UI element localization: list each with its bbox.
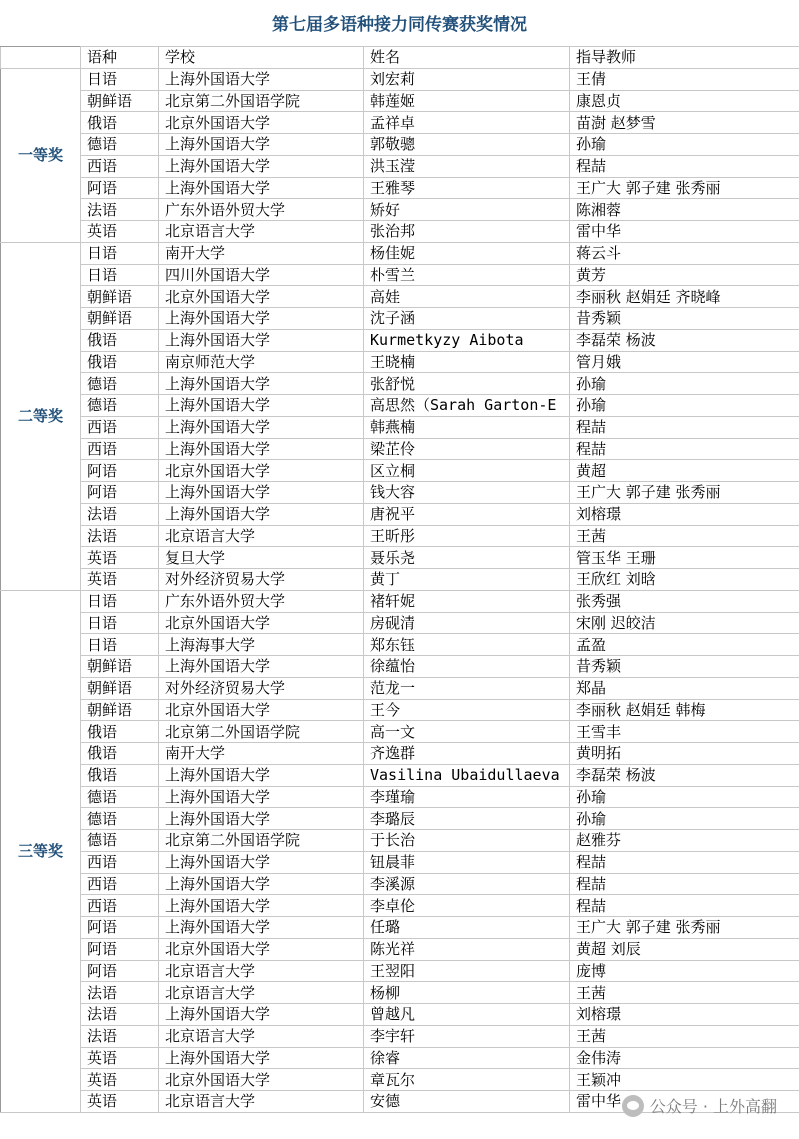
school-cell: 上海外国语大学 <box>159 134 364 156</box>
table-row <box>1 112 799 134</box>
name-cell: 徐睿 <box>364 1047 570 1069</box>
teacher-cell: 郑晶 <box>570 677 799 699</box>
language-cell: 德语 <box>81 830 159 852</box>
table-row <box>1 503 799 525</box>
school-cell: 北京语言大学 <box>159 221 364 243</box>
school-cell: 上海外国语大学 <box>159 895 364 917</box>
award-level-cell: 二等奖 <box>1 242 81 590</box>
name-cell: 王今 <box>364 699 570 721</box>
name-cell: 王雅琴 <box>364 177 570 199</box>
language-cell: 西语 <box>81 416 159 438</box>
name-cell: 李璐辰 <box>364 808 570 830</box>
table-row <box>1 482 799 504</box>
table-row <box>1 242 799 264</box>
watermark <box>622 1094 777 1117</box>
table-row <box>1 851 799 873</box>
school-cell: 北京语言大学 <box>159 1091 364 1113</box>
language-cell: 阿语 <box>81 460 159 482</box>
table-row <box>1 960 799 982</box>
name-cell: 唐祝平 <box>364 503 570 525</box>
school-cell: 上海外国语大学 <box>159 373 364 395</box>
language-cell: 西语 <box>81 895 159 917</box>
name-cell: 李瑾瑜 <box>364 786 570 808</box>
school-cell: 复旦大学 <box>159 547 364 569</box>
name-cell: 刘宏莉 <box>364 68 570 90</box>
language-cell: 俄语 <box>81 764 159 786</box>
language-cell: 法语 <box>81 982 159 1004</box>
school-cell: 南京师范大学 <box>159 351 364 373</box>
school-cell: 上海外国语大学 <box>159 482 364 504</box>
language-cell: 俄语 <box>81 112 159 134</box>
award-level-cell: 一等奖 <box>1 68 81 242</box>
teacher-cell: 庞博 <box>570 960 799 982</box>
language-cell: 日语 <box>81 590 159 612</box>
teacher-cell: 张秀强 <box>570 590 799 612</box>
language-cell: 朝鲜语 <box>81 699 159 721</box>
school-cell: 上海外国语大学 <box>159 917 364 939</box>
school-cell: 北京外国语大学 <box>159 938 364 960</box>
teacher-cell: 孟盈 <box>570 634 799 656</box>
teacher-cell: 程喆 <box>570 416 799 438</box>
teacher-cell: 李磊荣 杨波 <box>570 329 799 351</box>
language-cell: 阿语 <box>81 960 159 982</box>
language-cell: 日语 <box>81 242 159 264</box>
language-cell: 朝鲜语 <box>81 656 159 678</box>
language-cell: 日语 <box>81 634 159 656</box>
language-cell: 日语 <box>81 612 159 634</box>
school-cell: 上海外国语大学 <box>159 177 364 199</box>
school-cell: 北京外国语大学 <box>159 699 364 721</box>
language-cell: 德语 <box>81 808 159 830</box>
teacher-cell: 王广大 郭子建 张秀丽 <box>570 917 799 939</box>
language-cell: 朝鲜语 <box>81 308 159 330</box>
table-row <box>1 373 799 395</box>
table-row <box>1 1025 799 1047</box>
language-cell: 英语 <box>81 569 159 591</box>
name-cell: Vasilina Ubaidullaeva <box>364 764 570 786</box>
table-row <box>1 351 799 373</box>
language-cell: 西语 <box>81 155 159 177</box>
language-cell: 俄语 <box>81 329 159 351</box>
teacher-cell: 王颖冲 <box>570 1069 799 1091</box>
language-cell: 法语 <box>81 1025 159 1047</box>
table-row <box>1 677 799 699</box>
name-cell: 李宇轩 <box>364 1025 570 1047</box>
language-cell: 朝鲜语 <box>81 286 159 308</box>
language-cell: 法语 <box>81 199 159 221</box>
table-row <box>1 634 799 656</box>
watermark-text: 公众号 · 上外高翻 <box>649 1097 777 1116</box>
table-row <box>1 221 799 243</box>
language-cell: 阿语 <box>81 482 159 504</box>
language-cell: 德语 <box>81 395 159 417</box>
name-cell: 李卓伦 <box>364 895 570 917</box>
name-cell: 郑东钰 <box>364 634 570 656</box>
header-name: 姓名 <box>364 47 570 69</box>
table-row <box>1 1004 799 1026</box>
table-row <box>1 134 799 156</box>
language-cell: 西语 <box>81 438 159 460</box>
name-cell: 张治邦 <box>364 221 570 243</box>
teacher-cell: 陈湘蓉 <box>570 199 799 221</box>
name-cell: 于长治 <box>364 830 570 852</box>
teacher-cell: 王雪丰 <box>570 721 799 743</box>
name-cell: 矫好 <box>364 199 570 221</box>
header-school: 学校 <box>159 47 364 69</box>
table-row <box>1 699 799 721</box>
table-header-row <box>1 47 799 69</box>
name-cell: 钮晨菲 <box>364 851 570 873</box>
school-cell: 北京外国语大学 <box>159 1069 364 1091</box>
school-cell: 北京语言大学 <box>159 982 364 1004</box>
name-cell: 孟祥卓 <box>364 112 570 134</box>
table-row <box>1 1069 799 1091</box>
school-cell: 上海外国语大学 <box>159 873 364 895</box>
teacher-cell: 黄超 <box>570 460 799 482</box>
school-cell: 上海外国语大学 <box>159 851 364 873</box>
name-cell: 安德 <box>364 1091 570 1113</box>
table-row <box>1 917 799 939</box>
language-cell: 德语 <box>81 134 159 156</box>
language-cell: 英语 <box>81 1069 159 1091</box>
name-cell: 任璐 <box>364 917 570 939</box>
name-cell: 洪玉滢 <box>364 155 570 177</box>
language-cell: 朝鲜语 <box>81 90 159 112</box>
teacher-cell: 昔秀颖 <box>570 656 799 678</box>
teacher-cell: 刘榕璟 <box>570 503 799 525</box>
table-row <box>1 264 799 286</box>
language-cell: 西语 <box>81 851 159 873</box>
school-cell: 北京外国语大学 <box>159 286 364 308</box>
school-cell: 对外经济贸易大学 <box>159 569 364 591</box>
language-cell: 法语 <box>81 1004 159 1026</box>
language-cell: 朝鲜语 <box>81 677 159 699</box>
teacher-cell: 王茜 <box>570 525 799 547</box>
teacher-cell: 孙瑜 <box>570 373 799 395</box>
teacher-cell: 李磊荣 杨波 <box>570 764 799 786</box>
table-row <box>1 590 799 612</box>
name-cell: Kurmetkyzy Aibota <box>364 329 570 351</box>
language-cell: 阿语 <box>81 917 159 939</box>
name-cell: 张舒悦 <box>364 373 570 395</box>
school-cell: 北京第二外国语学院 <box>159 830 364 852</box>
teacher-cell: 李丽秋 赵娟廷 韩梅 <box>570 699 799 721</box>
school-cell: 北京外国语大学 <box>159 460 364 482</box>
table-row <box>1 938 799 960</box>
school-cell: 北京第二外国语学院 <box>159 721 364 743</box>
award-header-cell <box>1 47 81 69</box>
teacher-cell: 赵雅芬 <box>570 830 799 852</box>
name-cell: 范龙一 <box>364 677 570 699</box>
table-row <box>1 743 799 765</box>
school-cell: 上海外国语大学 <box>159 1047 364 1069</box>
table-row <box>1 895 799 917</box>
teacher-cell: 雷中华 <box>570 221 799 243</box>
name-cell: 齐逸群 <box>364 743 570 765</box>
name-cell: 章瓦尔 <box>364 1069 570 1091</box>
name-cell: 李溪源 <box>364 873 570 895</box>
school-cell: 上海海事大学 <box>159 634 364 656</box>
teacher-cell: 刘榕璟 <box>570 1004 799 1026</box>
teacher-cell: 王倩 <box>570 68 799 90</box>
name-cell: 徐蕴怡 <box>364 656 570 678</box>
table-row <box>1 786 799 808</box>
teacher-cell: 程喆 <box>570 155 799 177</box>
teacher-cell: 李丽秋 赵娟廷 齐晓峰 <box>570 286 799 308</box>
language-cell: 西语 <box>81 873 159 895</box>
teacher-cell: 孙瑜 <box>570 134 799 156</box>
table-row <box>1 155 799 177</box>
language-cell: 德语 <box>81 786 159 808</box>
table-row <box>1 569 799 591</box>
name-cell: 梁芷伶 <box>364 438 570 460</box>
language-cell: 日语 <box>81 68 159 90</box>
name-cell: 聂乐尧 <box>364 547 570 569</box>
teacher-cell: 管月娥 <box>570 351 799 373</box>
table-row <box>1 982 799 1004</box>
teacher-cell: 宋刚 迟皎洁 <box>570 612 799 634</box>
teacher-cell: 黄超 刘辰 <box>570 938 799 960</box>
school-cell: 上海外国语大学 <box>159 438 364 460</box>
table-row <box>1 329 799 351</box>
award-level-cell: 三等奖 <box>1 590 81 1112</box>
header-teacher: 指导教师 <box>570 47 799 69</box>
school-cell: 北京外国语大学 <box>159 112 364 134</box>
name-cell: 韩莲姬 <box>364 90 570 112</box>
name-cell: 曾越凡 <box>364 1004 570 1026</box>
name-cell: 杨柳 <box>364 982 570 1004</box>
school-cell: 四川外国语大学 <box>159 264 364 286</box>
school-cell: 上海外国语大学 <box>159 329 364 351</box>
table-row <box>1 808 799 830</box>
page-title: 第七届多语种接力同传赛获奖情况 <box>272 15 527 35</box>
name-cell: 王昕彤 <box>364 525 570 547</box>
table-row <box>1 547 799 569</box>
table-row <box>1 286 799 308</box>
language-cell: 英语 <box>81 547 159 569</box>
table-row <box>1 416 799 438</box>
teacher-cell: 蒋云斗 <box>570 242 799 264</box>
language-cell: 英语 <box>81 1091 159 1113</box>
awards-table <box>0 46 799 1113</box>
teacher-cell: 王广大 郭子建 张秀丽 <box>570 482 799 504</box>
teacher-cell: 雷中华 <box>570 1091 799 1113</box>
teacher-cell: 王茜 <box>570 1025 799 1047</box>
teacher-cell: 孙瑜 <box>570 786 799 808</box>
school-cell: 上海外国语大学 <box>159 308 364 330</box>
table-row <box>1 308 799 330</box>
table-row <box>1 721 799 743</box>
teacher-cell: 黄明拓 <box>570 743 799 765</box>
teacher-cell: 昔秀颖 <box>570 308 799 330</box>
name-cell: 区立桐 <box>364 460 570 482</box>
teacher-cell: 程喆 <box>570 438 799 460</box>
table-row <box>1 873 799 895</box>
table-row <box>1 525 799 547</box>
school-cell: 北京语言大学 <box>159 525 364 547</box>
awards-table-body <box>1 47 799 1113</box>
table-row <box>1 395 799 417</box>
table-row <box>1 177 799 199</box>
teacher-cell: 苗澍 赵梦雪 <box>570 112 799 134</box>
language-cell: 阿语 <box>81 938 159 960</box>
table-row <box>1 764 799 786</box>
name-cell: 高一文 <box>364 721 570 743</box>
table-row <box>1 656 799 678</box>
teacher-cell: 黄芳 <box>570 264 799 286</box>
school-cell: 南开大学 <box>159 242 364 264</box>
school-cell: 对外经济贸易大学 <box>159 677 364 699</box>
table-row <box>1 438 799 460</box>
school-cell: 北京外国语大学 <box>159 612 364 634</box>
school-cell: 北京语言大学 <box>159 1025 364 1047</box>
teacher-cell: 王茜 <box>570 982 799 1004</box>
school-cell: 上海外国语大学 <box>159 503 364 525</box>
school-cell: 广东外语外贸大学 <box>159 199 364 221</box>
teacher-cell: 金伟涛 <box>570 1047 799 1069</box>
language-cell: 法语 <box>81 503 159 525</box>
header-language: 语种 <box>81 47 159 69</box>
teacher-cell: 王广大 郭子建 张秀丽 <box>570 177 799 199</box>
name-cell: 郭敬骢 <box>364 134 570 156</box>
school-cell: 上海外国语大学 <box>159 786 364 808</box>
school-cell: 上海外国语大学 <box>159 656 364 678</box>
name-cell: 黄丁 <box>364 569 570 591</box>
school-cell: 上海外国语大学 <box>159 395 364 417</box>
table-row <box>1 830 799 852</box>
teacher-cell: 王欣红 刘晗 <box>570 569 799 591</box>
language-cell: 日语 <box>81 264 159 286</box>
name-cell: 朴雪兰 <box>364 264 570 286</box>
teacher-cell: 程喆 <box>570 851 799 873</box>
language-cell: 阿语 <box>81 177 159 199</box>
school-cell: 上海外国语大学 <box>159 155 364 177</box>
name-cell: 陈光祥 <box>364 938 570 960</box>
name-cell: 高思然（Sarah Garton-E <box>364 395 570 417</box>
name-cell: 杨佳妮 <box>364 242 570 264</box>
language-cell: 德语 <box>81 373 159 395</box>
language-cell: 英语 <box>81 221 159 243</box>
table-row <box>1 90 799 112</box>
school-cell: 上海外国语大学 <box>159 68 364 90</box>
name-cell: 韩燕楠 <box>364 416 570 438</box>
table-row <box>1 68 799 90</box>
table-row <box>1 199 799 221</box>
table-row <box>1 460 799 482</box>
teacher-cell: 程喆 <box>570 895 799 917</box>
teacher-cell: 程喆 <box>570 873 799 895</box>
name-cell: 王翌阳 <box>364 960 570 982</box>
name-cell: 高娃 <box>364 286 570 308</box>
school-cell: 上海外国语大学 <box>159 1004 364 1026</box>
table-row <box>1 612 799 634</box>
school-cell: 广东外语外贸大学 <box>159 590 364 612</box>
name-cell: 褚轩妮 <box>364 590 570 612</box>
language-cell: 俄语 <box>81 743 159 765</box>
language-cell: 俄语 <box>81 351 159 373</box>
teacher-cell: 康恩贞 <box>570 90 799 112</box>
school-cell: 北京语言大学 <box>159 960 364 982</box>
name-cell: 沈子涵 <box>364 308 570 330</box>
name-cell: 钱大容 <box>364 482 570 504</box>
language-cell: 英语 <box>81 1047 159 1069</box>
school-cell: 上海外国语大学 <box>159 808 364 830</box>
name-cell: 王晓楠 <box>364 351 570 373</box>
teacher-cell: 孙瑜 <box>570 395 799 417</box>
school-cell: 上海外国语大学 <box>159 764 364 786</box>
school-cell: 上海外国语大学 <box>159 416 364 438</box>
table-row <box>1 1047 799 1069</box>
name-cell: 房砚清 <box>364 612 570 634</box>
teacher-cell: 孙瑜 <box>570 808 799 830</box>
wechat-icon <box>622 1095 644 1117</box>
language-cell: 俄语 <box>81 721 159 743</box>
teacher-cell: 管玉华 王珊 <box>570 547 799 569</box>
school-cell: 南开大学 <box>159 743 364 765</box>
school-cell: 北京第二外国语学院 <box>159 90 364 112</box>
language-cell: 法语 <box>81 525 159 547</box>
